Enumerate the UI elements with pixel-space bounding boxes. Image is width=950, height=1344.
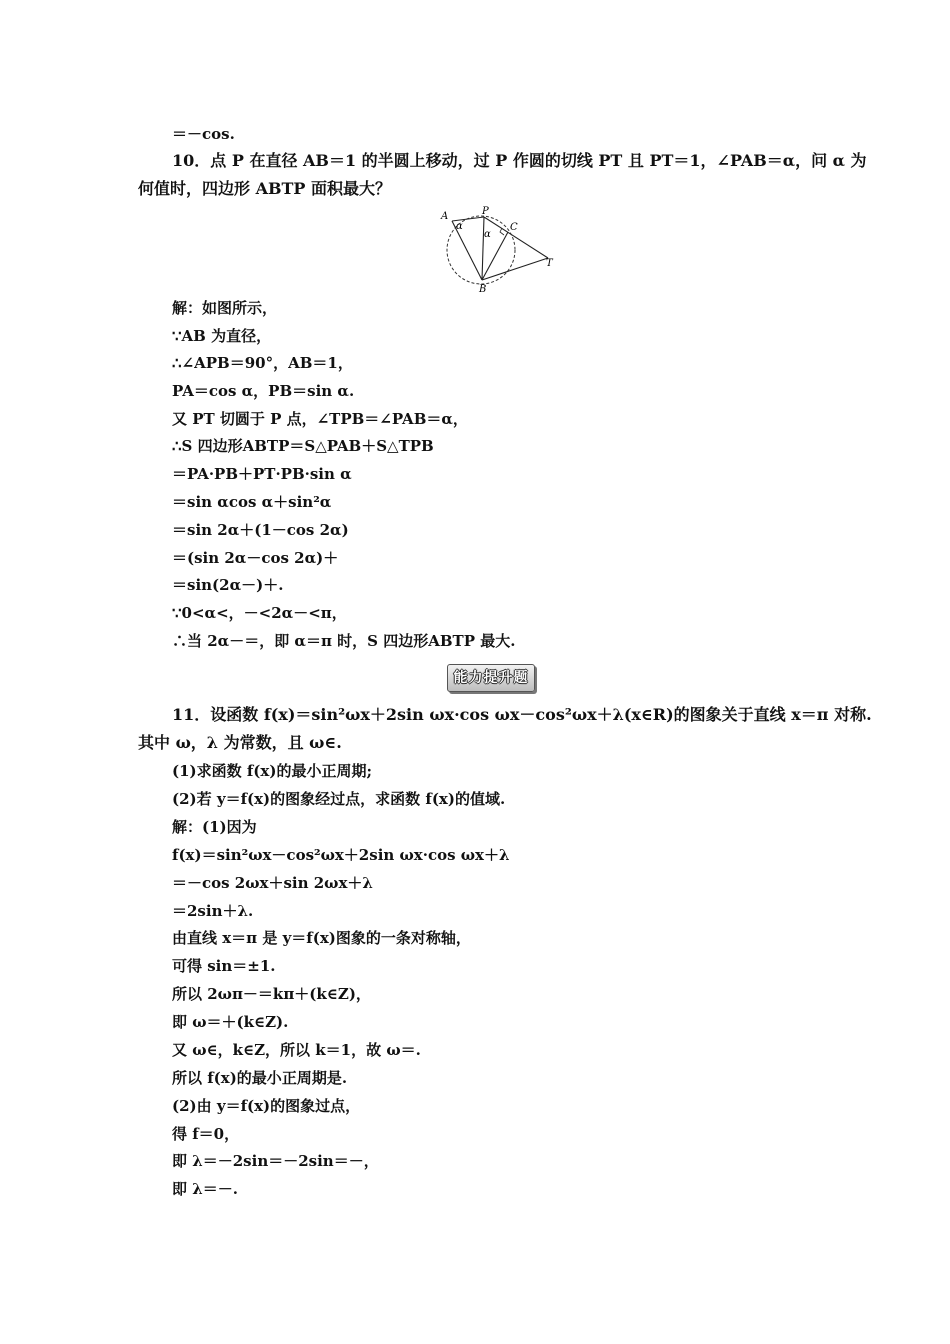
- p10-solution-line-1: 解：如图所示，: [172, 299, 278, 317]
- p11-solution-line-3: ＝－cos 2ωx＋sin 2ωx＋λ: [172, 874, 373, 892]
- label-B: B: [479, 284, 487, 295]
- p10-solution-line-8: ＝sin αcos α＋sin²α: [172, 493, 332, 511]
- p10-solution-line-7: ＝PA·PB＋PT·PB·sin α: [172, 465, 352, 483]
- p11-solution-line-10: 所以 f(x)的最小正周期是.: [172, 1069, 348, 1087]
- p11-solution-line-14: 即 λ＝－.: [172, 1180, 238, 1198]
- semicircle-figure: [418, 204, 566, 296]
- p10-solution-line-12: ∵0<α<，－<2α－<π，: [172, 604, 347, 622]
- p10-solution-line-4: PA＝cos α，PB＝sin α.: [172, 382, 355, 400]
- p11-solution-line-11: (2)由 y＝f(x)的图象过点，: [172, 1097, 361, 1115]
- p10-solution-line-6: ∴S 四边形ABTP＝S△PAB＋S△TPB: [172, 437, 434, 455]
- problem-11-question-line-2: 其中 ω，λ 为常数，且 ω∈.: [138, 733, 342, 752]
- p11-solution-line-6: 可得 sin＝±1.: [172, 957, 276, 975]
- prev-solution-line: ＝－cos.: [172, 125, 235, 143]
- p10-solution-line-9: ＝sin 2α＋(1－cos 2α): [172, 521, 349, 539]
- label-T: T: [546, 258, 553, 269]
- p10-solution-line-11: ＝sin(2α－)＋.: [172, 576, 284, 594]
- p11-solution-line-4: ＝2sin＋λ.: [172, 902, 254, 920]
- label-C: C: [510, 222, 518, 233]
- p11-solution-line-9: 又 ω∈，k∈Z，所以 k＝1，故 ω＝.: [172, 1041, 421, 1059]
- p10-solution-line-13: ∴当 2α－＝，即 α＝π 时，S 四边形ABTP 最大.: [172, 632, 516, 650]
- problem-10-question-line-1: 10．点 P 在直径 AB＝1 的半圆上移动，过 P 作圆的切线 PT 且 PT＝1，∠PAB＝α，问 α 为: [172, 151, 867, 170]
- label-P: P: [482, 206, 489, 217]
- p11-solution-line-2: f(x)＝sin²ωx－cos²ωx＋2sin ωx·cos ωx＋λ: [172, 846, 510, 864]
- p11-solution-line-5: 由直线 x＝π 是 y＝f(x)图象的一条对称轴，: [172, 929, 471, 947]
- section-badge: 能力提升题: [447, 664, 535, 692]
- problem-10-question-line-2: 何值时，四边形 ABTP 面积最大？: [138, 179, 392, 198]
- p11-solution-line-8: 即 ω＝＋(k∈Z).: [172, 1013, 289, 1031]
- p11-solution-line-12: 得 f＝0，: [172, 1125, 240, 1143]
- p10-solution-line-2: ∵AB 为直径，: [172, 327, 272, 345]
- problem-11-part-2: (2)若 y＝f(x)的图象经过点，求函数 f(x)的值域.: [172, 790, 506, 808]
- label-A: A: [441, 211, 449, 222]
- problem-11-question-line-1: 11．设函数 f(x)＝sin²ωx＋2sin ωx·cos ωx－cos²ωx＋λ(x∈R)的图象关于直线 x＝π 对称.: [172, 705, 872, 724]
- p11-solution-line-13: 即 λ＝－2sin＝－2sin＝－，: [172, 1152, 379, 1170]
- problem-11-part-1: (1)求函数 f(x)的最小正周期;: [172, 762, 372, 780]
- p11-solution-line-1: 解：(1)因为: [172, 818, 257, 836]
- p11-solution-line-7: 所以 2ωπ－＝kπ＋(k∈Z)，: [172, 985, 371, 1003]
- label-alpha-at-A: α: [456, 221, 463, 232]
- label-alpha-at-P: α: [484, 229, 491, 240]
- p10-solution-line-5: 又 PT 切圆于 P 点，∠TPB＝∠PAB＝α，: [172, 410, 468, 428]
- p10-solution-line-10: ＝(sin 2α－cos 2α)＋: [172, 549, 339, 567]
- segment-PB: [482, 217, 484, 280]
- p10-solution-line-3: ∴∠APB＝90°，AB＝1，: [172, 354, 353, 372]
